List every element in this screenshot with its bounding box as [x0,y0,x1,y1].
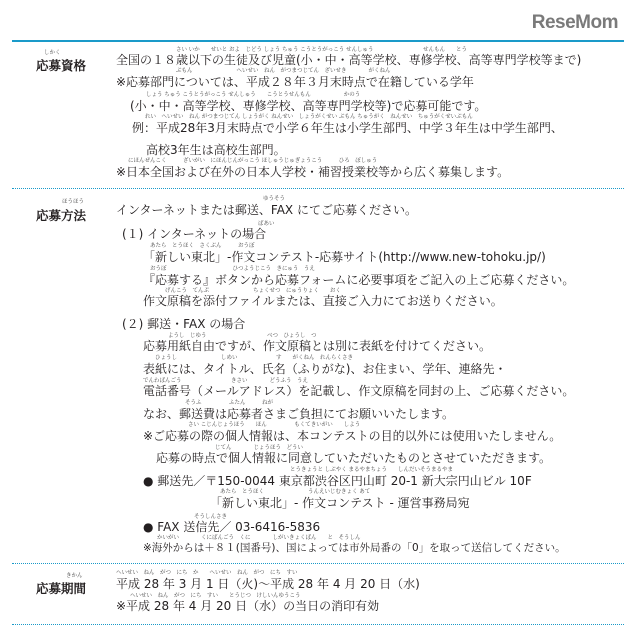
top-rule [12,40,624,42]
ruby-text: ゆうそう [263,196,286,202]
ruby-text: れい へいせい ねん がつまつじてん しょうがく ねんせい しょうがくせい ぶもん ちゅうがく ねんせい ちゅうがくせいぶもん [145,114,473,120]
ruby-text: へいせい ねん がつ にち すい とうじつ けしいんゆうこう [130,593,301,599]
method-line: 「新しい東北」- 作文コンテスト - 運営事務局宛 [210,496,470,510]
method-line: 応募用紙自由ですが、作文原稿とは別に表紙を付けてください。 [143,339,492,353]
method-line: ● FAX 送信先／ 03-6416-5836 [143,520,321,534]
eligibility-line: 例：平成28年3月末時点で小学６年生は小学生部門、中学３年生は中学生部門、 [132,121,563,135]
bottom-rule [12,624,624,625]
eligibility-line: ※応募部門については、平成２８年３月末時点で在籍している学年 [116,75,474,89]
method-line: (１) インターネットの場合 [122,227,267,241]
method-line: インターネットまたは郵送、FAX にてご応募ください。 [116,203,417,217]
ruby-text: あたら とうほく さくぶん おうぼ [150,243,255,249]
ruby-text: にほんぜんこく ざいがい にほんじんがっこう ほしゅうじゅぎょうこう ひろ ぼしゅう [128,158,378,164]
label-ruby: ほうほう [62,199,85,205]
ruby-text: そうふ ふたん ねが [185,400,274,406]
ruby-text: そうしんさき [194,514,228,520]
method-line: 「新しい東北」-作文コンテスト-応募サイト(http://www.new-tohoku.jp/) [143,250,546,264]
method-line: 応募の時点で個人情報に同意していただいたものとさせていただきます。 [156,451,552,465]
ruby-text: ぶもん へいせい ねん がつまつじてん ざいせき がくねん [176,68,391,74]
ruby-text: かいがい くにばんごう くに しがいきょくばん と そうしん [157,535,361,541]
eligibility-line: ※日本全国および在外の日本人学校・補習授業校等から広く募集します。 [116,165,510,179]
method-label: 応募方法 [36,208,87,223]
ruby-text: とうきょうと しぶやく まるやまちょう しんだいそうまるやま [290,467,453,473]
method-line: 作文原稿を添付ファイルまたは、直接ご入力にてお送りください。 [143,294,503,308]
eligibility-label: 応募資格 [36,58,87,73]
method-line: なお、郵送費は応募者さまご負担にてお願いいたします。 [143,407,455,421]
method-line: ※ご応募の際の個人情報は、本コンテストの目的以外には使用いたしません。 [143,429,562,443]
label-ruby: きかん [66,573,83,579]
ruby-text: おうぼ ひつようじこう きにゅう うえ [150,266,315,272]
ruby-text: でんわばんごう きさい どうふう うえ [143,378,309,384]
period-label: 応募期間 [36,581,87,596]
method-line: ※海外からは＋８１(国番号)、国によっては市外局番の「0」を取って送信してください。 [143,542,566,554]
eligibility-line: (小・中・高等学校、専修学校、高等専門学校等)で応募可能です。 [130,99,487,113]
eligibility-line: 全国の１８歳以下の生徒及び児童(小・中・高等学校、専修学校、高等専門学校等まで) [116,53,582,67]
ruby-text: しょう ちゅう こうとうがっこう せんしゅう こうとうせんもん かのう [146,92,361,98]
ruby-text: ようし じゆう べつ ひょうし つ [168,333,317,339]
ruby-text: じてん じょうほう どうい [215,445,304,451]
ruby-text: ひょうし しめい す がくねん れんらくさき [155,355,354,361]
ruby-text: げんこう てんぷ ちょくせつ にゅうりょく おく [165,288,341,294]
ruby-text: さい いか せいと およ じどう しょう ちゅう こうとうがっこう せんしゅう せんもん とう [176,47,467,53]
method-line: ● 郵送先／〒150-0044 東京都渋谷区円山町 20-1 新大宗円山ビル 10F [143,474,532,488]
label-ruby: しかく [44,50,61,56]
ruby-text: へいせい ねん がつ にち か へいせい ねん がつ にち すい [116,570,298,576]
ruby-text: あたら とうほく うんえいじむきょく あて [220,489,371,495]
resemom-logo: ReseMom [531,12,618,33]
method-line: (２) 郵送・FAX の場合 [122,317,246,331]
method-line: 『応募する』ボタンから応募フォームに必要事項をご記入の上ご応募ください。 [143,273,575,287]
period-line: 平成 28 年 3 月 1 日（火)〜平成 28 年 4 月 20 日（水) [116,577,420,591]
ruby-text: さい こじんじょうほう ほん もくてきいがい しよう [188,422,361,428]
section-divider [12,563,624,564]
period-line: ※平成 28 年 4 月 20 日（水）の当日の消印有効 [116,599,380,613]
method-line: 表紙には、タイトル、氏名（ふりがな)、お住まい、学年、連絡先・ [143,362,507,376]
ruby-text: ばあい [258,221,275,227]
method-line: 電話番号（メールアドレス）を記載し、作文原稿を同封の上、ご応募ください。 [143,384,575,398]
section-divider [12,188,624,189]
eligibility-line: 高校3年生は高校生部門。 [146,143,286,157]
